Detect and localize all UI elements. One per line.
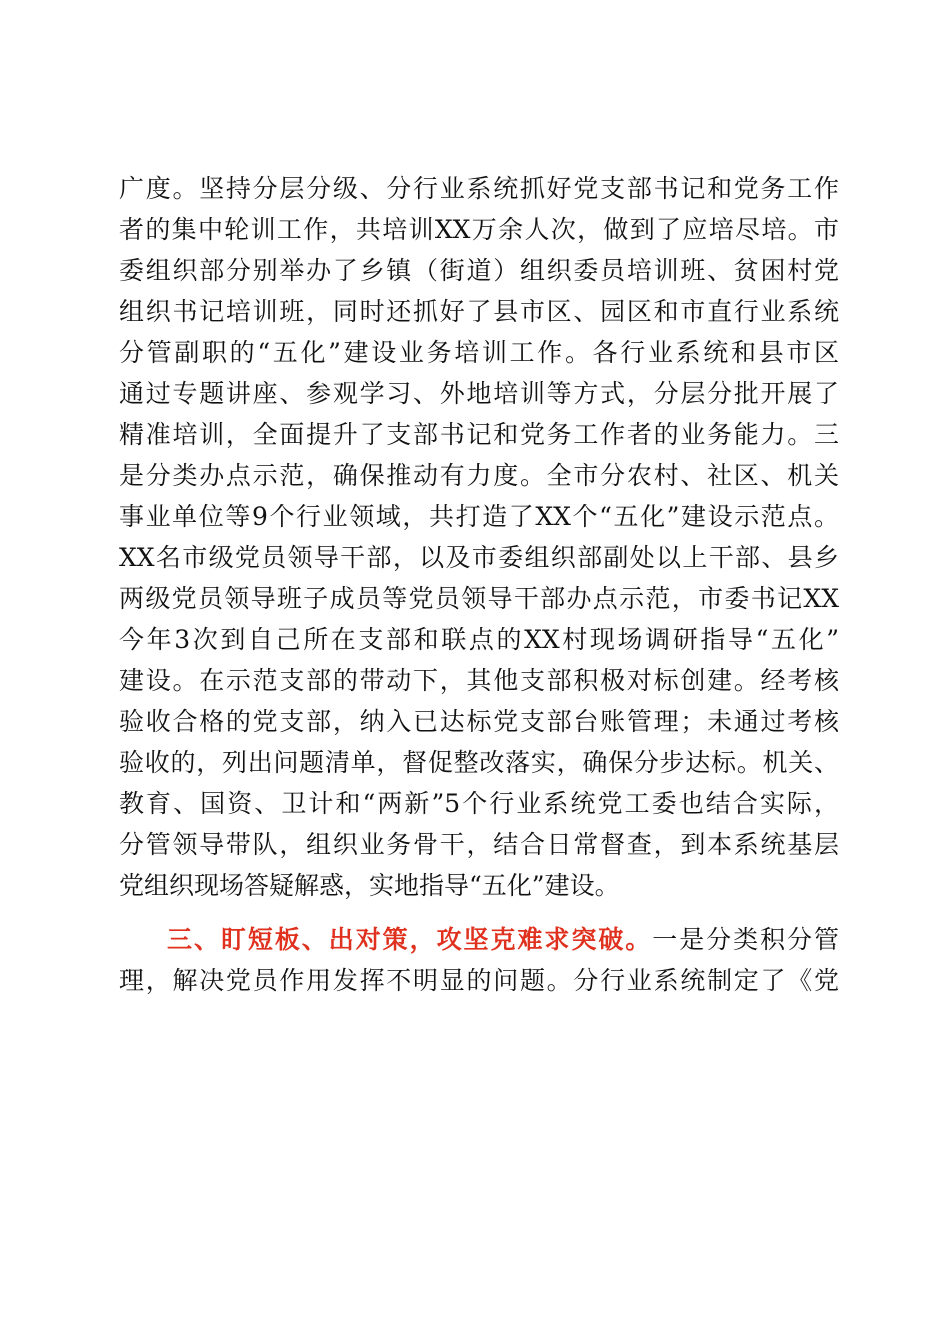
text-line: 者的集中轮训工作，共培训XX万余人次，做到了应培尽培。市: [119, 215, 839, 244]
paragraph-gap: [119, 906, 839, 919]
text-line: 组织书记培训班，同时还抓好了县市区、园区和市直行业系统: [119, 297, 839, 326]
text-line: 建设。在示范支部的带动下，其他支部积极对标创建。经考核: [119, 666, 839, 695]
text-line: 党组织现场答疑解惑，实地指导“五化”建设。: [119, 871, 620, 900]
text-line: 理，解决党员作用发挥不明显的问题。分行业系统制定了《党: [119, 966, 839, 995]
text-span: 一是分类积分管: [652, 925, 839, 954]
text-line: 教育、国资、卫计和“两新”5个行业系统党工委也结合实际，: [119, 789, 839, 818]
document-body: [119, 168, 839, 1001]
text-line: 分管领导带队，组织业务骨干，结合日常督查，到本系统基层: [119, 830, 839, 859]
text-line: 通过专题讲座、参观学习、外地培训等方式，分层分批开展了: [119, 379, 839, 408]
text-line: 精准培训，全面提升了支部书记和党务工作者的业务能力。三: [119, 420, 839, 449]
text-line: 广度。坚持分层分级、分行业系统抓好党支部书记和党务工作: [119, 174, 839, 203]
text-line: 委组织部分别举办了乡镇（街道）组织委员培训班、贫困村党: [119, 256, 839, 285]
text-line: 是分类办点示范，确保推动有力度。全市分农村、社区、机关: [119, 461, 839, 490]
section-heading-line: [119, 919, 839, 960]
text-line: 验收合格的党支部，纳入已达标党支部台账管理；未通过考核: [119, 707, 839, 736]
text-line: 两级党员领导班子成员等党员领导干部办点示范，市委书记XX: [119, 584, 839, 613]
text-line: 今年3次到自己所在支部和联点的XX村现场调研指导“五化”: [119, 625, 839, 654]
text-line: XX名市级党员领导干部，以及市委组织部副处以上干部、县乡: [119, 543, 839, 572]
text-line: 事业单位等9个行业领域，共打造了XX个“五化”建设示范点。: [119, 502, 839, 531]
text-line: 验收的，列出问题清单，督促整改落实，确保分步达标。机关、: [119, 748, 839, 777]
text-line: 分管副职的“五化”建设业务培训工作。各行业系统和县市区: [119, 338, 839, 367]
section-heading: 三、盯短板、出对策，攻坚克难求突破。: [167, 925, 653, 954]
